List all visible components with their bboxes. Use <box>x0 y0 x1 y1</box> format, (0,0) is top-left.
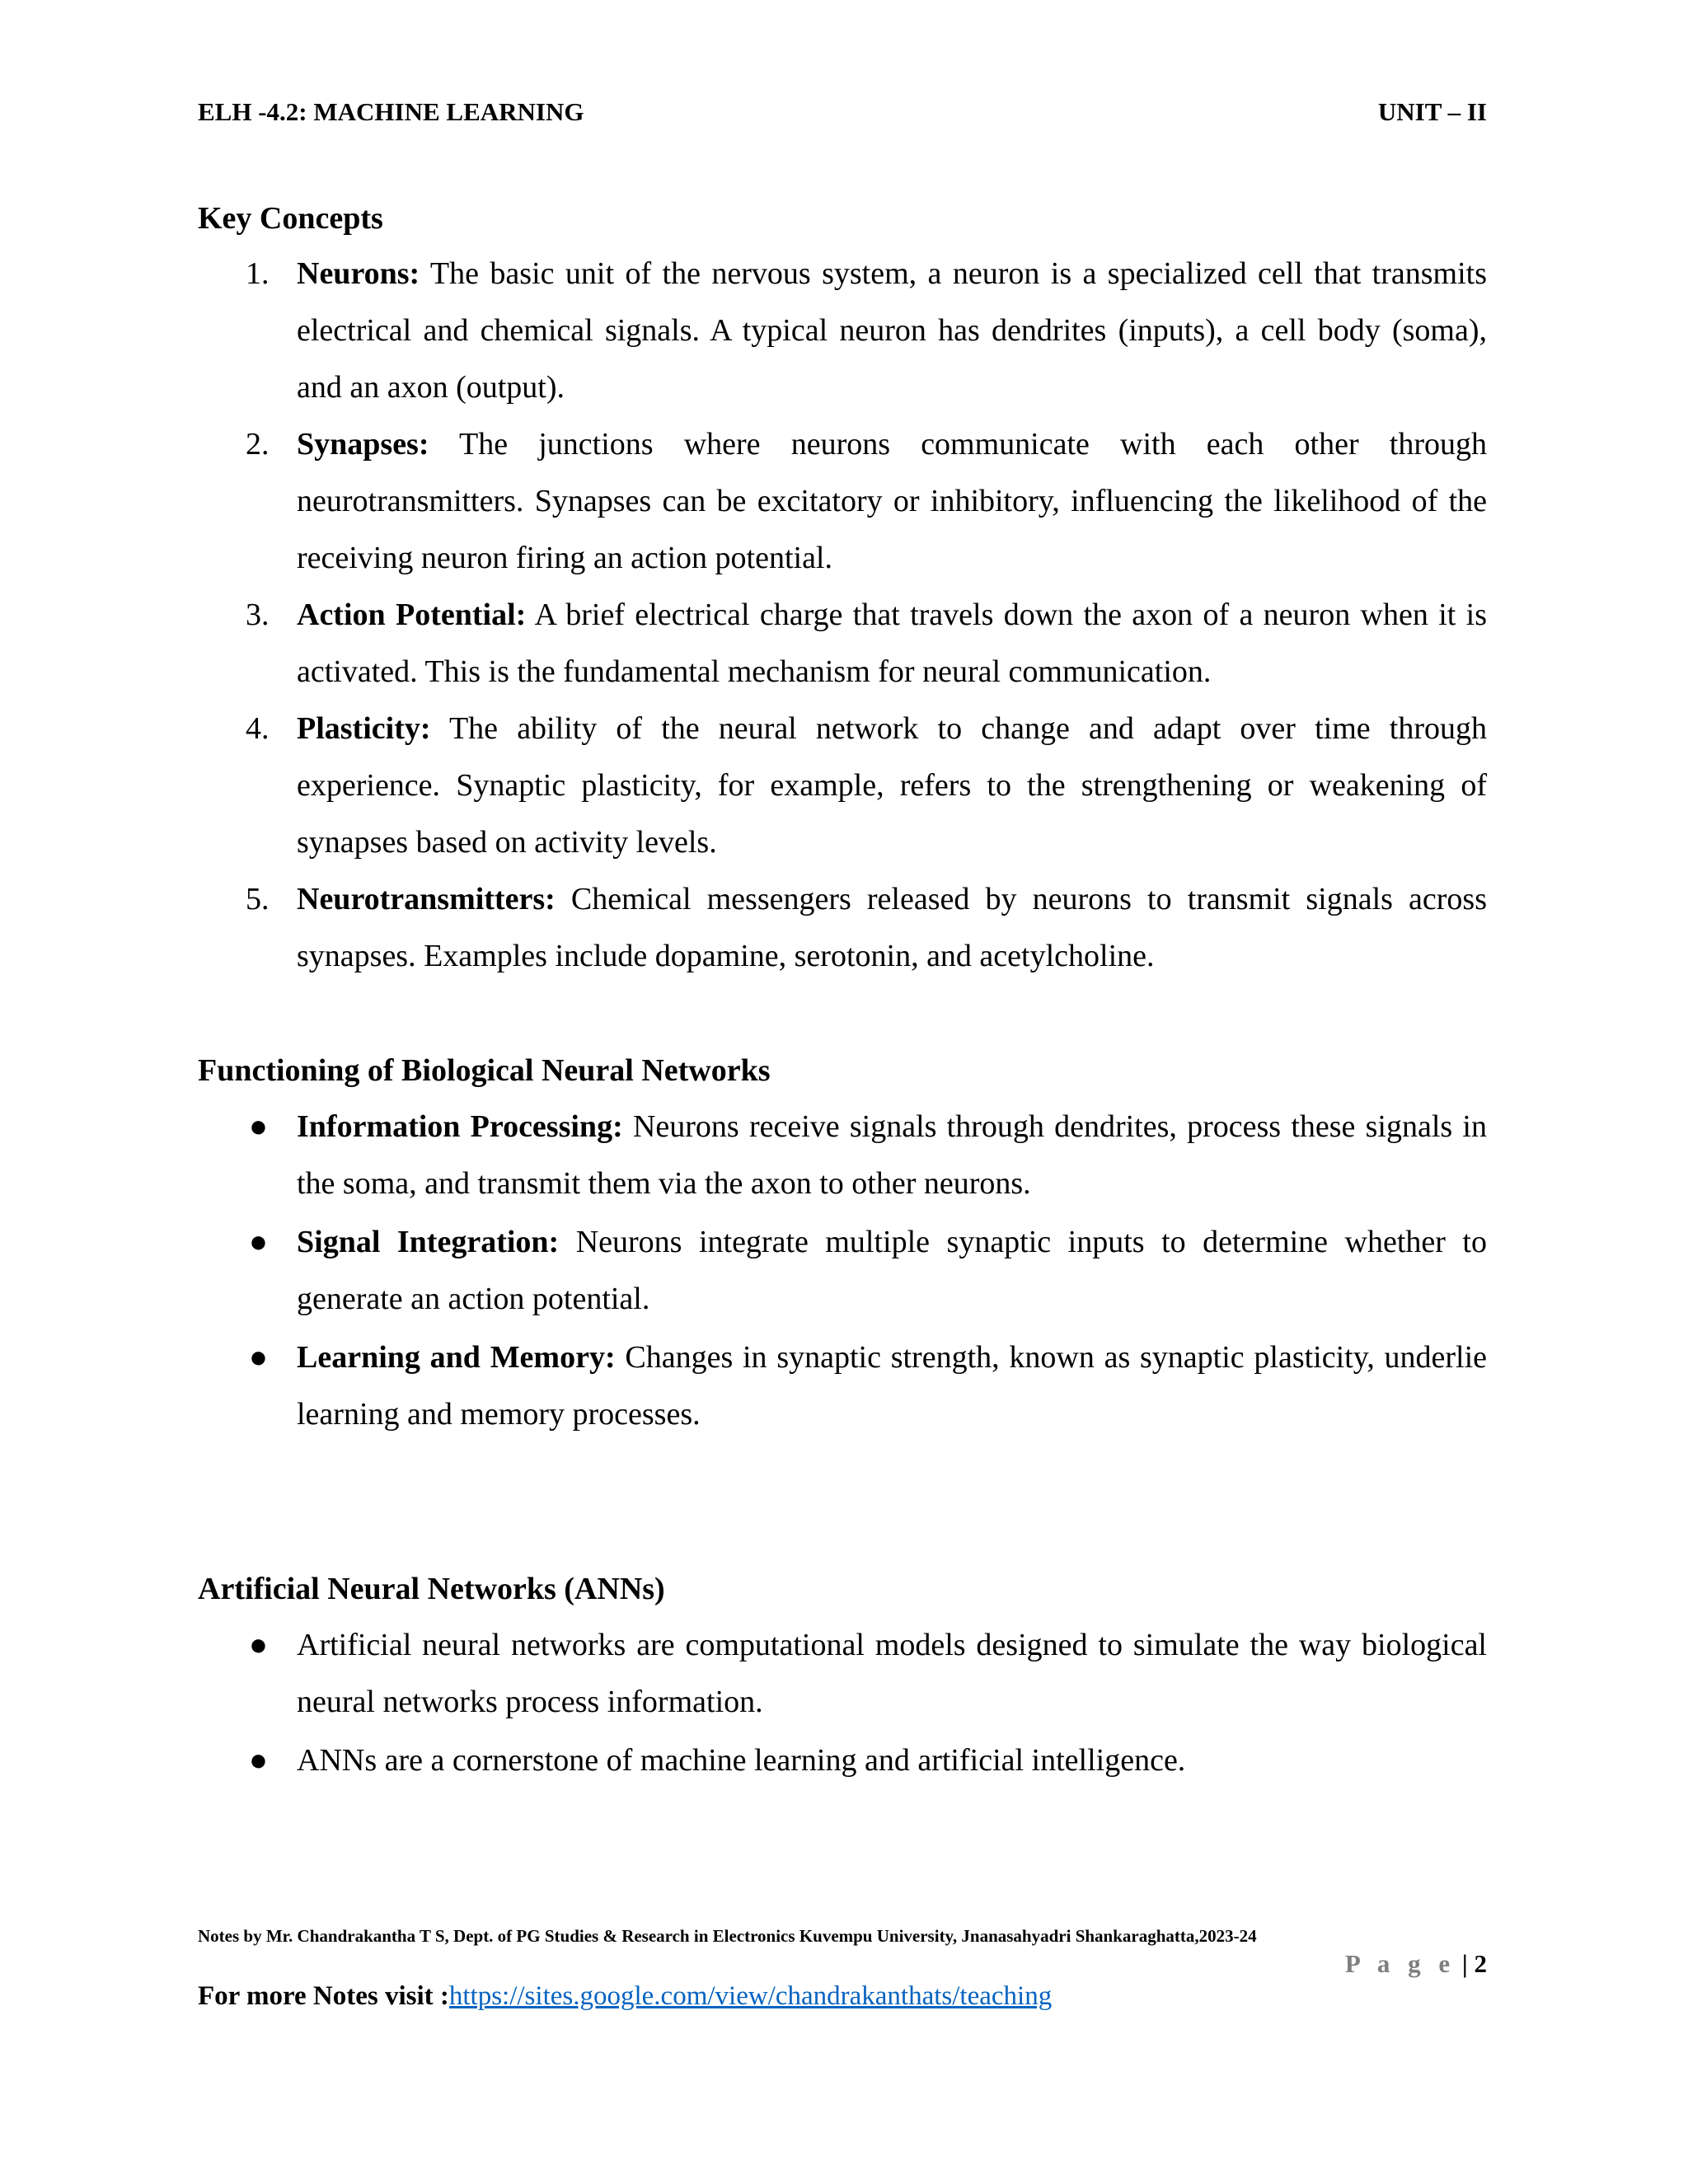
term: Plasticity: <box>297 711 431 746</box>
bullet-icon: ● <box>249 1743 268 1778</box>
list-item <box>198 1329 1487 1443</box>
term: Information Processing: <box>297 1109 623 1144</box>
list-item <box>198 1214 1487 1328</box>
list-item <box>198 587 1487 701</box>
definition: The basic unit of the nervous system, a neuron is a specialized cell that transmits electrical and chemical signals. A typical neuron has dendrites (inputs), a cell body (soma), and an axon (output). <box>297 256 1487 405</box>
page-number-value: 2 <box>1474 1949 1487 1978</box>
section-title-functioning: Functioning of Biological Neural Networks <box>198 1053 771 1088</box>
bullet-icon: ● <box>249 1340 268 1375</box>
list-item <box>198 871 1487 985</box>
page-separator: | <box>1456 1949 1475 1978</box>
term: Signal Integration: <box>297 1225 560 1259</box>
term: Neurotransmitters: <box>297 882 556 916</box>
term: Learning and Memory: <box>297 1340 616 1375</box>
anns-list <box>198 1617 1487 1791</box>
section-title-key-concepts: Key Concepts <box>198 201 383 236</box>
definition: The junctions where neurons communicate with each other through neurotransmitters. Synapses can be excitatory or inhibitory, influencing the likelihood of the receiving neuron firing an action potential. <box>297 427 1487 575</box>
more-notes <box>198 1981 1052 2012</box>
definition: The ability of the neural network to change and adapt over time through experience. Synaptic plasticity, for example, refers to the strengthening or weakening of synapses based on activity levels. <box>297 711 1487 860</box>
functioning-list <box>198 1099 1487 1445</box>
list-marker: 2. <box>246 427 270 462</box>
term: Action Potential: <box>297 598 527 632</box>
bullet-icon: ● <box>249 1109 268 1144</box>
course-title: ELH -4.2: MACHINE LEARNING <box>198 97 584 126</box>
unit-label: UNIT – II <box>1377 97 1487 126</box>
term: Neurons: <box>297 256 420 291</box>
list-item <box>198 416 1487 587</box>
term: Synapses: <box>297 427 429 462</box>
key-concepts-list <box>198 246 1487 985</box>
notes-link[interactable]: https://sites.google.com/view/chandrakanthats/teaching <box>448 1981 1053 2011</box>
page-number <box>1345 1949 1487 1979</box>
definition: ANNs are a cornerstone of machine learning and artificial intelligence. <box>297 1743 1186 1778</box>
list-marker: 4. <box>246 711 270 746</box>
bullet-icon: ● <box>249 1225 268 1259</box>
list-item <box>198 1099 1487 1212</box>
list-item <box>198 1617 1487 1731</box>
list-marker: 1. <box>246 256 270 291</box>
section-title-anns: Artificial Neural Networks (ANNs) <box>198 1572 665 1606</box>
footer-note: Notes by Mr. Chandrakantha T S, Dept. of PG Studies & Research in Electronics Kuvempu University, Jnanasahyadri Shankaraghatta,2023-24 <box>198 1926 1257 1946</box>
page-header <box>198 97 1487 127</box>
bullet-icon: ● <box>249 1628 268 1662</box>
list-item <box>198 701 1487 871</box>
definition: A brief electrical charge that travels down the axon of a neuron when it is activated. This is the fundamental mechanism for neural communication. <box>297 598 1488 689</box>
definition: Artificial neural networks are computational models designed to simulate the way biological neural networks process information. <box>297 1628 1487 1719</box>
more-notes-label: For more Notes visit : <box>198 1981 449 2011</box>
list-marker: 3. <box>246 598 270 632</box>
definition: Neurons integrate multiple synaptic inputs to determine whether to generate an action potential. <box>297 1225 1487 1316</box>
page-word: P a g e <box>1344 1949 1456 1978</box>
definition: Changes in synaptic strength, known as synaptic plasticity, underlie learning and memory processes. <box>297 1340 1488 1432</box>
definition: Chemical messengers released by neurons to transmit signals across synapses. Examples include dopamine, serotonin, and acetylcholine. <box>297 882 1487 973</box>
definition: Neurons receive signals through dendrites, process these signals in the soma, and transmit them via the axon to other neurons. <box>297 1109 1487 1201</box>
list-item <box>198 246 1487 416</box>
list-item <box>198 1732 1487 1789</box>
list-marker: 5. <box>246 882 270 916</box>
